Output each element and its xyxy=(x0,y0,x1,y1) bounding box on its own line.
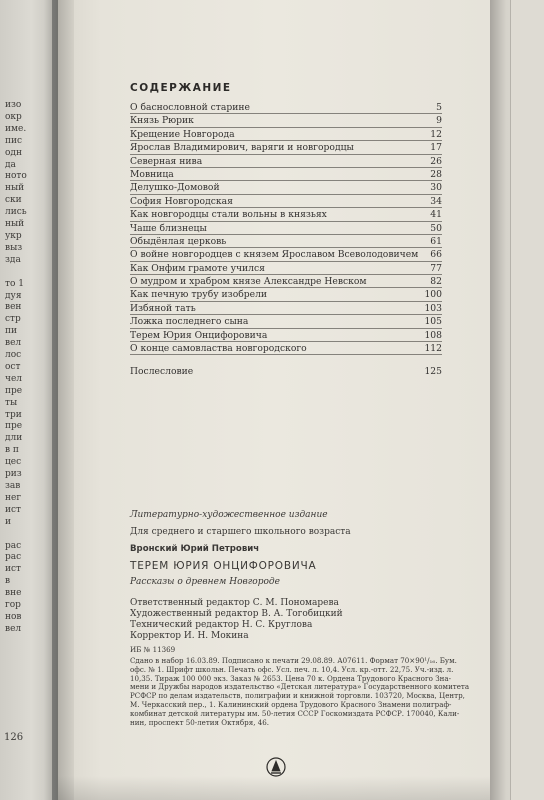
imprint-author: Вронский Юрий Петрович xyxy=(130,544,260,554)
toc-entry-title: О мудром и храбром князе Александре Невском xyxy=(130,276,367,288)
toc-entry xyxy=(130,302,442,315)
left-page xyxy=(0,0,52,800)
toc-entry-page: 26 xyxy=(430,155,442,167)
toc-entry xyxy=(130,329,442,342)
toc-entry xyxy=(130,195,442,208)
toc-entry xyxy=(130,155,442,168)
toc-entry xyxy=(130,222,442,235)
left-page-line: ный xyxy=(5,183,25,194)
left-page-line: ски xyxy=(5,195,22,206)
table-of-contents xyxy=(130,101,442,379)
left-page-line: в п xyxy=(5,445,19,456)
left-page-line: пис xyxy=(5,135,23,146)
toc-entry-title: Крещение Новгорода xyxy=(130,128,235,140)
toc-entry-title: Как печную трубу изобрели xyxy=(130,289,268,301)
imprint-fine-print-line: М. Черкасский пер., 1. Калининский ордена Трудового Красного Знамени полиграф- xyxy=(130,699,452,709)
left-page-line: нов xyxy=(5,611,22,622)
toc-entry-page: 41 xyxy=(430,209,442,221)
toc-entry-page: 108 xyxy=(424,329,442,341)
toc-entry-page: 30 xyxy=(430,182,442,194)
left-page-line: вне xyxy=(5,588,22,599)
imprint-fine-print-line: Сдано в набор 16.03.89. Подписано к печати 29.08.89. А07611. Формат 70×90¹/₁₆. Бум. xyxy=(130,656,457,665)
left-page-line: лись xyxy=(5,207,27,218)
toc-entry xyxy=(130,141,442,154)
toc-entry xyxy=(130,235,442,248)
left-page-line: в xyxy=(5,576,11,587)
toc-entry-page: 50 xyxy=(430,222,442,234)
toc-spacer xyxy=(130,355,442,365)
left-page-line xyxy=(5,267,51,279)
left-page-number: 126 xyxy=(4,732,24,743)
toc-entry-page: 100 xyxy=(424,289,442,301)
imprint-staff-list xyxy=(130,598,343,642)
toc-afterword xyxy=(130,365,442,378)
left-page-line: укр xyxy=(5,230,22,241)
toc-entry-title: О конце самовластва новгородского xyxy=(130,343,307,355)
imprint-series: Литературно-художественное издание xyxy=(130,510,328,520)
toc-entry-rule xyxy=(130,354,442,355)
left-page-line: зда xyxy=(5,254,21,265)
toc-entry-page: 28 xyxy=(430,168,442,180)
left-page-line: нег xyxy=(5,492,22,503)
imprint-fine-print-line: 10,35. Тираж 100 000 экз. Заказ № 2653. Цена 70 к. Ордена Трудового Красного Зна- xyxy=(130,673,451,683)
left-page-line: риз xyxy=(5,469,22,480)
left-page-line: гор xyxy=(5,600,21,611)
toc-entry-page: 17 xyxy=(430,142,442,154)
left-page-line: ост xyxy=(5,361,21,372)
toc-entry xyxy=(130,262,442,275)
left-page-line: чел xyxy=(5,373,22,384)
imprint-book-title: ТЕРЕМ ЮРИЯ ОНЦИФОРОВИЧА xyxy=(130,560,317,572)
left-page-line: вел xyxy=(5,623,22,634)
toc-entry-title: Обыдёнлая церковь xyxy=(130,235,227,247)
imprint-subtitle: Рассказы о древнем Новгороде xyxy=(130,577,280,587)
toc-entry xyxy=(130,248,442,261)
toc-entry-page: 66 xyxy=(430,249,442,261)
left-page-line xyxy=(5,529,51,541)
left-page-line: ист xyxy=(5,564,22,575)
publisher-logo-icon xyxy=(265,756,287,778)
left-page-line: то 1 xyxy=(5,278,24,289)
toc-entry-page: 5 xyxy=(436,102,442,113)
toc-entry xyxy=(130,315,442,328)
left-page-line: и xyxy=(5,516,11,527)
left-page-line: одн xyxy=(5,147,22,158)
toc-entry-title: Князь Рюрик xyxy=(130,115,194,127)
imprint-fine-print-line: комбинат детской литературы им. 50-летия СССР Госкомиздата РСФСР. 170040, Кали- xyxy=(130,708,460,718)
toc-afterword-page: 125 xyxy=(424,366,442,378)
toc-entry-title: Как Онфим грамоте учился xyxy=(130,262,265,274)
toc-title: СОДЕРЖАНИЕ xyxy=(130,82,232,94)
toc-entry-page: 34 xyxy=(430,195,442,207)
toc-entry xyxy=(130,101,442,114)
imprint-fine-print-line: мени и Дружбы народов издательство «Детская литература» Государственного комитета xyxy=(130,682,470,692)
toc-entry-title: Ярослав Владимирович, варяги и новгородцы xyxy=(130,142,354,154)
left-page-line: ный xyxy=(5,219,25,230)
left-page-line: три xyxy=(5,409,22,420)
left-page-line: дуя xyxy=(5,290,22,301)
toc-entry xyxy=(130,168,442,181)
imprint-audience: Для среднего и старшего школьного возраста xyxy=(130,527,351,537)
left-page-line: да xyxy=(5,159,16,170)
left-page-line: выз xyxy=(5,242,23,253)
toc-entry xyxy=(130,275,442,288)
left-page-line: рас xyxy=(5,552,22,563)
toc-entry-title: Делушко-Домовой xyxy=(130,182,220,194)
toc-entry-page: 103 xyxy=(424,302,442,314)
imprint-fine-print-line: офс. № 1. Шрифт школьн. Печать офс. Усл. печ. л. 10,4. Усл. кр.-отт. 22,75. Уч.-изд. л. xyxy=(130,664,454,674)
toc-entry-page: 82 xyxy=(430,276,442,288)
left-page-line: зав xyxy=(5,481,21,491)
imprint-staff-line: Технический редактор Н. С. Круглова xyxy=(130,620,313,630)
left-page-line: пи xyxy=(5,326,17,337)
imprint-staff-line: Корректор И. Н. Мокина xyxy=(130,631,249,641)
toc-entry-title: Терем Юрия Онцифоровича xyxy=(130,329,268,341)
next-page-edge xyxy=(510,0,544,800)
toc-entry-title: София Новгородская xyxy=(130,195,233,207)
imprint-ib-number: ИБ № 11369 xyxy=(130,645,176,654)
toc-entry-page: 12 xyxy=(430,128,442,140)
toc-entry-title: Ложка последнего сына xyxy=(130,316,249,328)
toc-entry xyxy=(130,208,442,221)
left-page-text-column xyxy=(5,100,51,636)
toc-entry xyxy=(130,128,442,141)
toc-entry-title: Северная нива xyxy=(130,155,203,167)
imprint-staff-line: Ответственный редактор С. М. Пономарева xyxy=(130,598,339,608)
left-page-line: ист xyxy=(5,504,22,515)
toc-entry xyxy=(130,114,442,127)
left-page-line: рас xyxy=(5,540,22,551)
toc-entry-page: 9 xyxy=(436,115,442,127)
left-page-line: вел xyxy=(5,338,22,349)
imprint-fine-print-line: нин, проспект 50-летия Октября, 46. xyxy=(130,717,269,727)
left-page-line: окр xyxy=(5,111,22,122)
imprint-staff-line: Художественный редактор В. А. Тогобицкий xyxy=(130,609,343,619)
left-page-line: пре xyxy=(5,421,23,432)
toc-entry-page: 61 xyxy=(430,235,442,247)
left-page-line: пре xyxy=(5,385,23,396)
toc-entry-title: О войне новгородцев с князем Ярославом Всеволодовичем xyxy=(130,249,419,261)
page-bottom-shadow xyxy=(58,776,490,800)
toc-entry-title: Мовница xyxy=(130,168,174,180)
left-page-line: ното xyxy=(5,171,27,182)
left-page-line: дли xyxy=(5,433,23,444)
left-page-line: стр xyxy=(5,314,21,325)
toc-entry-title: Чаше близнецы xyxy=(130,222,207,234)
toc-entry-page: 77 xyxy=(430,262,442,274)
toc-entry xyxy=(130,288,442,301)
toc-entry-title: О баснословной старине xyxy=(130,102,250,113)
toc-entry xyxy=(130,181,442,194)
toc-entry-page: 105 xyxy=(424,316,442,328)
toc-entry-page: 112 xyxy=(424,343,442,355)
imprint-fine-print-line: РСФСР по делам издательств, полиграфии и книжной торговли. 103720, Москва, Центр, xyxy=(130,691,465,701)
left-page-line: лос xyxy=(5,350,22,361)
toc-entry-title: Избяной тать xyxy=(130,302,196,314)
left-page-line: вен xyxy=(5,302,22,313)
left-page-line: ты xyxy=(5,397,18,408)
left-page-line: цес xyxy=(5,457,22,468)
toc-entry xyxy=(130,342,442,355)
imprint-fine-print xyxy=(130,657,469,727)
toc-entry-title: Как новгородцы стали вольны в князьях xyxy=(130,209,327,221)
toc-afterword-title: Послесловие xyxy=(130,366,194,378)
left-page-line: изо xyxy=(5,100,22,110)
left-page-line: име. xyxy=(5,123,27,134)
